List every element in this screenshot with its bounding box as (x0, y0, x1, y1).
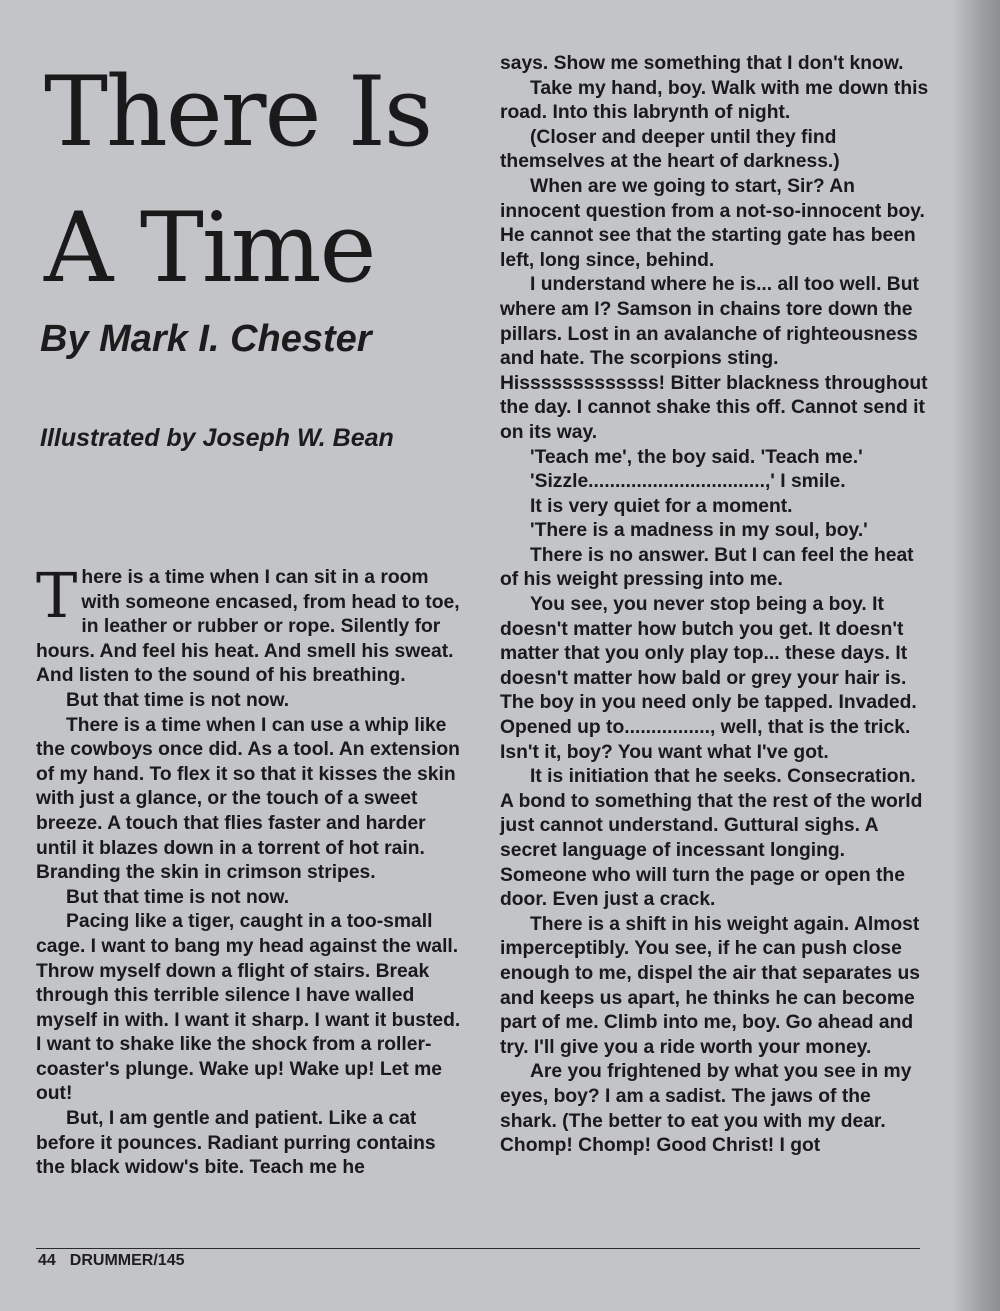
article-title (44, 44, 464, 316)
drop-cap: T (36, 559, 78, 632)
paragraph: But that time is not now. (66, 689, 290, 711)
page-edge-shadow (952, 0, 1000, 1311)
paragraph: You see, you never stop being a boy. It doesn't matter how butch you get. It doesn't matter that you only play top... these days. It doesn't matter how bald or grey your hair is. The boy in you need only be tapped. Invaded. Opened up to................, well, that is the trick. Isn't it, boy? You want what I've got. (500, 594, 917, 763)
paragraph: When are we going to start, Sir? An innocent question from a not-so-innocent boy. He cannot see that the starting gate has been left, long since, behind. (500, 175, 925, 271)
right-column (500, 52, 930, 1159)
page-number: 44 (38, 1252, 56, 1269)
paragraph: Are you frightened by what you see in my eyes, boy? I am a sadist. The jaws of the shark. (The better to eat you with my dear. Chomp! Chomp! Good Christ! I got (500, 1061, 912, 1157)
paragraph: It is initiation that he seeks. Consecration. A bond to something that the rest of the world just cannot understand. Guttural sighs. A secret language of incessant longing. Someone who will turn the page or open the door. Even just a crack. (500, 766, 923, 911)
paragraph-text: here is a time when I can sit in a room with someone encased, from head to toe, in leather or rubber or rope. Silently for hours. And feel his heat. And smell his sweat. And listen to the sound of his breathing. (36, 567, 460, 687)
paragraph: 'Sizzle.................................,' I smile. (530, 471, 846, 493)
illustrator-credit: Illustrated by Joseph W. Bean (40, 424, 394, 452)
title-line-1: There Is (44, 56, 432, 168)
paragraph: Pacing like a tiger, caught in a too-small cage. I want to bang my head against the wall. Throw myself down a flight of stairs. Break through this terrible silence I have walled myself in with. I want it sharp. I want it busted. I want to shake like the shock from a roller-coaster's plunge. Wake up! Wake up! Let me out! (36, 911, 461, 1105)
paragraph: But, I am gentle and patient. Like a cat before it pounces. Radiant purring contains the black widow's bite. Teach me he (36, 1108, 436, 1179)
paragraph: Take my hand, boy. Walk with me down this road. Into this labrynth of night. (500, 77, 929, 124)
paragraph: There is no answer. But I can feel the heat of his weight pressing into me. (500, 544, 914, 591)
page-footer (38, 1252, 198, 1270)
paragraph: 'There is a madness in my soul, boy.' (530, 520, 868, 542)
footer-rule (36, 1248, 920, 1249)
paragraph: But that time is not now. (66, 886, 290, 908)
paragraph: 'Teach me', the boy said. 'Teach me.' (530, 446, 863, 468)
title-line-2: A Time (44, 192, 375, 304)
publication-name: DRUMMER/145 (69, 1252, 185, 1269)
paragraph: It is very quiet for a moment. (530, 495, 793, 517)
paragraph: There is a time when I can use a whip like the cowboys once did. As a tool. An extension of my hand. To flex it so that it kisses the skin with just a glance, or the touch of a sweet breeze. A touch that flies faster and harder until it blazes down in a torrent of hot rain. Branding the skin in crimson stripes. (36, 714, 460, 884)
byline: By Mark I. Chester (40, 318, 372, 360)
paragraph: I understand where he is... all too well. But where am I? Samson in chains tore down the pillars. Lost in an avalanche of righteousness and hate. The scorpions sting. Hisssssssssssss! Bitter blackness throughout the day. I cannot shake this off. Cannot send it on its way. (500, 274, 928, 443)
paragraph: says. Show me something that I don't know. (500, 53, 904, 74)
paragraph: (Closer and deeper until they find themselves at the heart of darkness.) (500, 126, 840, 173)
left-column (36, 559, 466, 1181)
paragraph (36, 559, 466, 689)
paragraph: There is a shift in his weight again. Almost imperceptibly. You see, if he can push close enough to me, dispel the air that separates us and keeps us apart, he thinks he can become part of me. Climb into me, boy. Go ahead and try. I'll give you a ride worth your money. (500, 913, 920, 1058)
